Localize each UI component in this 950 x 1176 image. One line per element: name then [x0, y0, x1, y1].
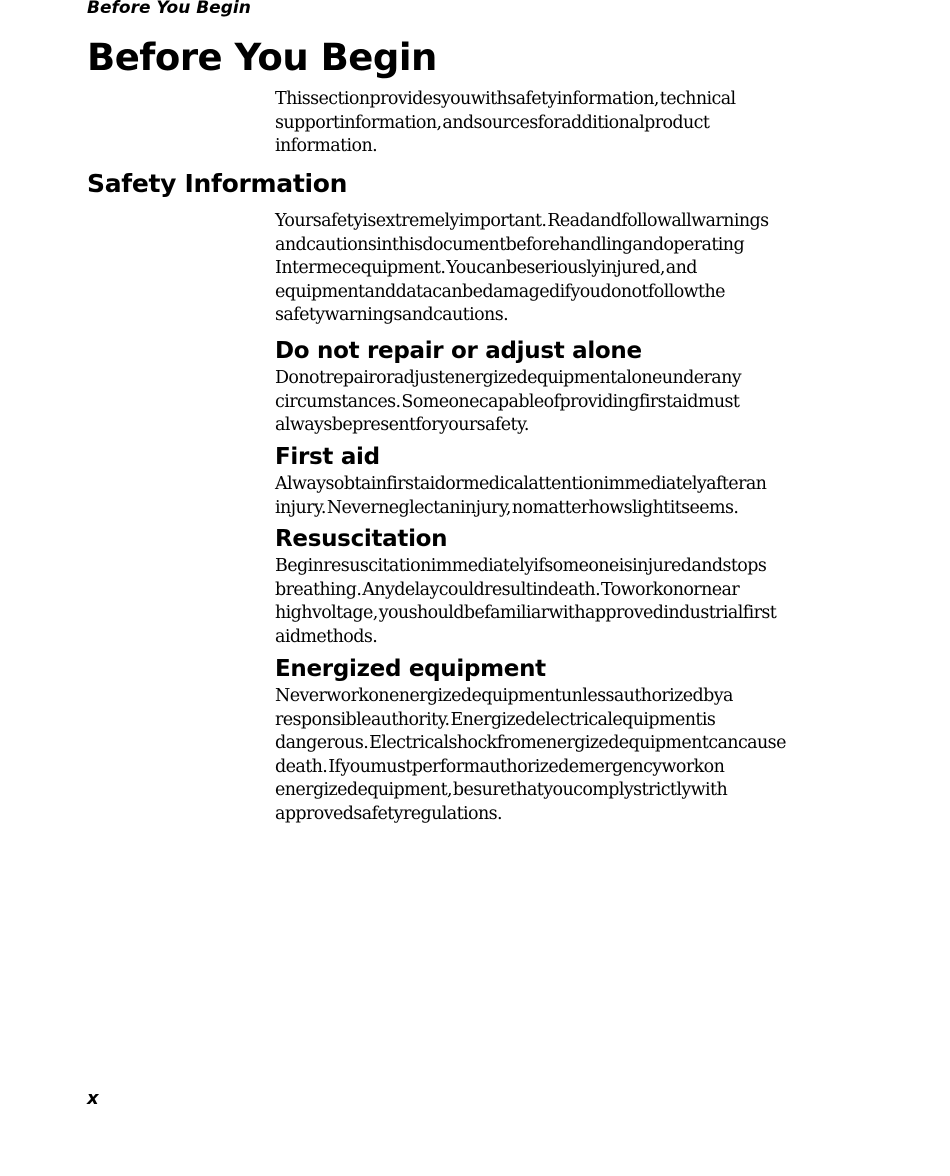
running-header: Before You Begin: [87, 0, 251, 18]
resuscitation-paragraph: Beginresuscitationimmediatelyifsomeoneisinjuredandstops breathing. Anydelaycouldresultindeath. Toworkonornear highvoltage, youshouldbefamiliarwithapprovedindustrialfirst aidmethods.: [275, 556, 777, 647]
repair-alone-heading: Do not repair or adjust alone: [275, 338, 642, 364]
repair-alone-paragraph: Donotrepairoradjustenergizedequipmentaloneunderany circumstances. Someonecapableofprovidingfirstaidmust alwaysbepresentforyoursafety.: [275, 368, 742, 435]
first-aid-paragraph: Alwaysobtainfirstaidormedicalattentionimmediatelyafteran injury. Neverneglectaninjury, nomatterhowslightitseems.: [275, 474, 767, 518]
first-aid-heading: First aid: [275, 444, 380, 470]
resuscitation-heading: Resuscitation: [275, 526, 448, 552]
page-title: Before You Begin: [87, 36, 437, 79]
safety-information-paragraph: Yoursafetyisextremelyimportant. Readandfollowallwarnings andcautionsinthisdocumentbeforehandlingandoperating Intermecequipment. Youcanbeseriouslyinjured, and equipmentanddatacanbedamagedifyoudonotfollowthe safetywarningsandcautions.: [275, 211, 769, 325]
safety-information-heading: Safety Information: [87, 169, 348, 198]
energized-equipment-paragraph: Neverworkonenergizedequipmentunlessauthorizedbya responsibleauthority. Energizedelectricalequipmentis dangerous. Electricalshockfromenergizedequipmentcancause death. Ifyoumustperformauthorizedemergencyworkon energizedequipment, besurethatyoucomplystrictlywith approvedsafetyregulations.: [275, 686, 786, 824]
intro-paragraph: Thissectionprovidesyouwithsafetyinformation, technical supportinformation, andsourcesforadditionalproduct information.: [275, 89, 736, 156]
page-number: x: [87, 1088, 99, 1109]
energized-equipment-heading: Energized equipment: [275, 656, 546, 682]
